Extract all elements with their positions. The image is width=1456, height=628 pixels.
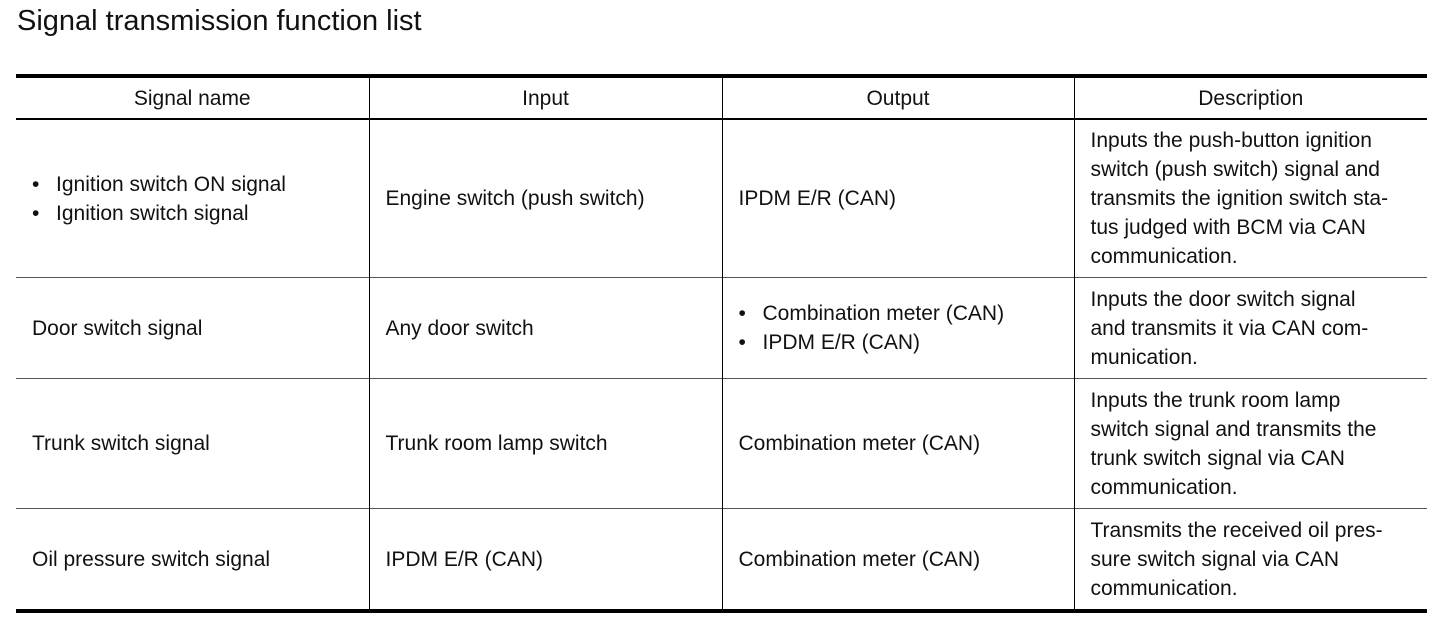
signal-name-text: Ignition switch ON signal (56, 172, 286, 196)
description-line: Inputs the trunk room lamp (1090, 388, 1341, 412)
input-cell: Any door switch (369, 278, 722, 379)
table-header-row (16, 76, 1427, 119)
signal-name-cell: Oil pressure switch signal (16, 509, 369, 612)
header-description: Description (1074, 76, 1427, 119)
table-row (16, 509, 1427, 612)
description-line: Inputs the door switch signal (1090, 287, 1356, 311)
page-title: Signal transmission function list (17, 5, 422, 37)
bullet-icon: • (32, 172, 40, 196)
header-input: Input (369, 76, 722, 119)
output-text: IPDM E/R (CAN) (762, 331, 920, 354)
description-line: switch signal and transmits the (1090, 417, 1377, 441)
description-line: munication. (1090, 345, 1198, 369)
signal-name-text: Ignition switch signal (56, 201, 249, 225)
description-line: transmits the ignition switch sta- (1090, 187, 1389, 210)
output-cell: Combination meter (CAN) (722, 379, 1074, 509)
bullet-icon: • (738, 302, 746, 325)
signal-name-cell: Door switch signal (16, 278, 369, 379)
description-cell (1074, 509, 1427, 612)
output-item (739, 299, 1060, 328)
signal-name-item (32, 170, 355, 199)
input-cell: Engine switch (push switch) (369, 119, 722, 278)
output-cell: IPDM E/R (CAN) (722, 119, 1074, 278)
signal-name-cell (16, 119, 369, 278)
table-row (16, 278, 1427, 379)
output-text: Combination meter (CAN) (762, 302, 1005, 325)
description-line: communication. (1090, 576, 1238, 600)
signal-function-table (16, 74, 1427, 613)
description-line: and transmits it via CAN com- (1090, 316, 1369, 340)
output-cell: Combination meter (CAN) (722, 509, 1074, 612)
description-line: communication. (1090, 245, 1238, 268)
description-line: trunk switch signal via CAN (1090, 446, 1345, 470)
input-cell: IPDM E/R (CAN) (369, 509, 722, 612)
description-cell (1074, 278, 1427, 379)
description-line: Inputs the push-button ignition (1090, 129, 1372, 152)
output-item (739, 328, 1060, 357)
description-line: tus judged with BCM via CAN (1090, 216, 1366, 239)
bullet-icon: • (32, 201, 40, 225)
description-line: communication. (1090, 475, 1238, 499)
description-cell (1074, 119, 1427, 278)
signal-name-cell: Trunk switch signal (16, 379, 369, 509)
output-cell (722, 278, 1074, 379)
output-list (739, 299, 1060, 357)
description-line: switch (push switch) signal and (1090, 158, 1380, 181)
header-signal-name: Signal name (16, 76, 369, 119)
signal-name-item (32, 199, 355, 228)
description-line: sure switch signal via CAN (1090, 547, 1340, 571)
signal-name-list (32, 170, 355, 228)
header-output: Output (722, 76, 1074, 119)
description-line: Transmits the received oil pres- (1090, 518, 1383, 542)
table-row (16, 379, 1427, 509)
table-row (16, 119, 1427, 278)
description-cell (1074, 379, 1427, 509)
bullet-icon: • (738, 331, 746, 354)
input-cell: Trunk room lamp switch (369, 379, 722, 509)
